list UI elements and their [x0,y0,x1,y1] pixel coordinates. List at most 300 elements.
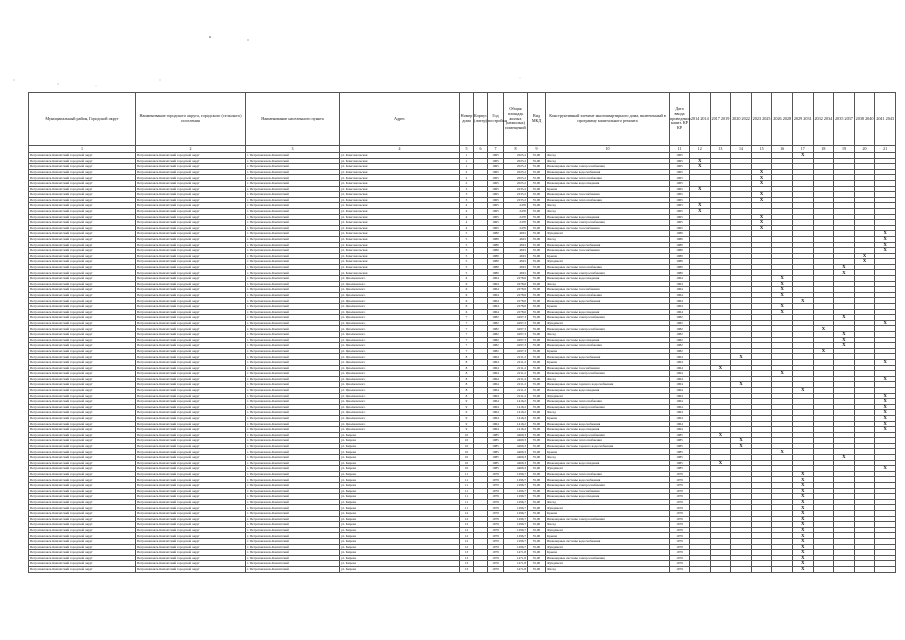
settlement-cell: г. Петропавловск-Камчатский [246,359,340,365]
address-cell: ул. Комсомольская [340,253,460,259]
settlement-cell: г. Петропавловск-Камчатский [246,315,340,321]
area-cell: 4297,3 [504,326,528,332]
year-built-cell: 1964 [488,421,504,427]
address-cell: ул. Кирова [340,538,460,544]
period-mark-cell [834,566,855,572]
year-built-cell: 1980 [488,259,504,265]
structural-element-cell: Инженерные системы электроснабжения [546,220,670,226]
area-cell: 2211,2 [504,359,528,365]
district-cell: Петропавловск-Камчатский городской округ [29,225,136,231]
settlement-cell: г. Петропавловск-Камчатский [246,538,340,544]
house-type-cell: 35,00 [528,365,546,371]
commission-date-cell: 1965 [670,220,690,226]
house-number-cell: 11 [460,477,474,483]
year-built-cell: 1964 [488,404,504,410]
settlement-cell: г. Петропавловск-Камчатский [246,483,340,489]
commission-date-cell: 1979 [670,555,690,561]
house-type-cell: 35,00 [528,483,546,489]
house-number-cell: 12 [460,538,474,544]
commission-date-cell: 1964 [670,309,690,315]
municipality-cell: Петропавловск-Камчатский городской округ [136,343,246,349]
address-cell: ул. Циолковского [340,393,460,399]
district-cell: Петропавловск-Камчатский городской округ [29,281,136,287]
district-cell: Петропавловск-Камчатский городской округ [29,292,136,298]
house-number-cell: 3 [460,192,474,198]
column-number: 6 [474,146,488,153]
commission-date-cell: 1964 [670,276,690,282]
period-mark-cell: X [792,488,813,494]
structural-element-cell: Крыша [546,253,670,259]
structural-element-cell: Инженерные системы теплоснабжения [546,175,670,181]
year-built-cell: 1964 [488,415,504,421]
house-type-cell: 35,00 [528,511,546,517]
scan-noise [0,0,905,90]
structural-element-cell: Инженерные системы электроснабжения [546,404,670,410]
district-cell: Петропавловск-Камчатский городской округ [29,320,136,326]
period-mark-cell [875,566,896,572]
area-cell: 2470 [504,214,528,220]
area-cell: 4691 [504,253,528,259]
settlement-cell: г. Петропавловск-Камчатский [246,527,340,533]
house-number-cell: 7 [460,320,474,326]
district-cell: Петропавловск-Камчатский городской округ [29,449,136,455]
house-number-cell: 6 [460,292,474,298]
municipality-cell: Петропавловск-Камчатский городской округ [136,309,246,315]
period-mark-cell: X [792,387,813,393]
settlement-cell: г. Петропавловск-Камчатский [246,180,340,186]
commission-date-cell: 1979 [670,505,690,511]
area-cell: 1296,7 [504,533,528,539]
house-number-cell: 7 [460,332,474,338]
settlement-cell: г. Петропавловск-Камчатский [246,460,340,466]
house-type-cell: 35,00 [528,566,546,572]
house-type-cell: 35,00 [528,371,546,377]
area-cell: 4469,3 [504,443,528,449]
year-built-cell: 1979 [488,488,504,494]
repair-program-sheet [28,92,895,573]
column-number: 15 [751,146,772,153]
commission-date-cell: 1965 [670,197,690,203]
year-built-cell: 1980 [488,231,504,237]
municipality-cell: Петропавловск-Камчатский городской округ [136,477,246,483]
settlement-cell: г. Петропавловск-Камчатский [246,220,340,226]
structural-element-cell: Крыша [546,415,670,421]
year-built-cell: 1979 [488,505,504,511]
structural-element-cell: Инженерные системы водоотведения [546,337,670,343]
house-number-cell: 8 [460,354,474,360]
area-cell: 2211,2 [504,382,528,388]
year-built-cell: 1965 [488,225,504,231]
area-cell: 1296,7 [504,511,528,517]
municipality-cell: Петропавловск-Камчатский городской округ [136,499,246,505]
period-mark-cell: X [834,337,855,343]
year-built-cell: 1979 [488,511,504,517]
district-cell: Петропавловск-Камчатский городской округ [29,264,136,270]
settlement-cell: г. Петропавловск-Камчатский [246,343,340,349]
district-cell: Петропавловск-Камчатский городской округ [29,220,136,226]
settlement-cell: г. Петропавловск-Камчатский [246,259,340,265]
house-type-cell: 35,00 [528,499,546,505]
period-mark-cell: X [875,393,896,399]
settlement-cell: г. Петропавловск-Камчатский [246,511,340,517]
municipality-cell: Петропавловск-Камчатский городской округ [136,494,246,500]
area-cell: 4469,3 [504,432,528,438]
area-cell: 4297,3 [504,348,528,354]
house-number-cell: 5 [460,248,474,254]
house-type-cell: 35,00 [528,527,546,533]
municipality-cell: Петропавловск-Камчатский городской округ [136,376,246,382]
column-number-row [29,146,896,153]
house-type-cell: 35,00 [528,292,546,298]
settlement-cell: г. Петропавловск-Камчатский [246,236,340,242]
house-number-cell: 5 [460,242,474,248]
period-mark-cell: X [792,494,813,500]
house-number-cell: 11 [460,471,474,477]
commission-date-cell: 1985 [670,460,690,466]
house-number-cell: 2 [460,180,474,186]
year-built-cell: 1985 [488,449,504,455]
municipality-cell: Петропавловск-Камчатский городской округ [136,320,246,326]
settlement-cell: г. Петропавловск-Камчатский [246,248,340,254]
house-type-cell: 35,00 [528,533,546,539]
house-type-cell: 35,00 [528,382,546,388]
year-built-cell: 1964 [488,365,504,371]
period-mark-cell: X [792,511,813,517]
district-cell: Петропавловск-Камчатский городской округ [29,348,136,354]
area-cell: 1296,7 [504,494,528,500]
house-number-cell: 1 [460,164,474,170]
column-number: 17 [792,146,813,153]
district-cell: Петропавловск-Камчатский городской округ [29,471,136,477]
house-type-cell: 35,00 [528,561,546,567]
house-type-cell: 35,00 [528,214,546,220]
municipality-cell: Петропавловск-Камчатский городской округ [136,225,246,231]
period-mark-cell: X [875,231,896,237]
address-cell: ул. Циолковского [340,415,460,421]
column-header: Дата ввода проведения капит. КР КР [670,93,690,146]
district-cell: Петропавловск-Камчатский городской округ [29,192,136,198]
district-cell: Петропавловск-Камчатский городской округ [29,242,136,248]
house-type-cell: 35,00 [528,427,546,433]
year-built-cell: 1964 [488,292,504,298]
house-type-cell: 35,00 [528,304,546,310]
address-cell: ул. Циолковского [340,287,460,293]
municipality-cell: Петропавловск-Камчатский городской округ [136,348,246,354]
year-built-cell: 1964 [488,376,504,382]
commission-date-cell: 1982 [670,315,690,321]
house-number-cell: 2 [460,175,474,181]
year-built-cell: 1980 [488,242,504,248]
district-cell: Петропавловск-Камчатский городской округ [29,505,136,511]
year-built-cell: 1964 [488,354,504,360]
commission-date-cell: 1979 [670,511,690,517]
district-cell: Петропавловск-Камчатский городской округ [29,566,136,572]
address-cell: ул. Комсомольская [340,158,460,164]
district-cell: Петропавловск-Камчатский городской округ [29,550,136,556]
period-mark-cell: X [875,359,896,365]
settlement-cell: г. Петропавловск-Камчатский [246,415,340,421]
column-number: 8 [504,146,528,153]
house-number-cell: 13 [460,550,474,556]
period-mark-cell: X [751,180,772,186]
commission-date-cell: 1982 [670,337,690,343]
house-type-cell: 35,00 [528,466,546,472]
district-cell: Петропавловск-Камчатский городской округ [29,259,136,265]
commission-date-cell: 1985 [670,455,690,461]
area-cell: 2025,2 [504,169,528,175]
house-type-cell: 35,00 [528,315,546,321]
year-built-cell: 1980 [488,270,504,276]
address-cell: ул. Кирова [340,455,460,461]
address-cell: ул. Комсомольская [340,164,460,170]
period-mark-cell: X [751,197,772,203]
commission-date-cell: 1980 [670,264,690,270]
period-mark-cell: X [772,292,793,298]
house-type-cell: 35,00 [528,248,546,254]
district-cell: Петропавловск-Камчатский городской округ [29,298,136,304]
year-built-cell: 1964 [488,309,504,315]
area-cell: 4691 [504,264,528,270]
house-type-cell: 35,00 [528,516,546,522]
year-built-cell: 1965 [488,169,504,175]
address-cell: ул. Кирова [340,483,460,489]
address-cell: ул. Циолковского [340,348,460,354]
address-cell: ул. Циолковского [340,371,460,377]
municipality-cell: Петропавловск-Камчатский городской округ [136,186,246,192]
area-cell: 1296,7 [504,488,528,494]
settlement-cell: г. Петропавловск-Камчатский [246,522,340,528]
structural-element-cell: Фасад [546,153,670,159]
area-cell: 2278,6 [504,304,528,310]
settlement-cell: г. Петропавловск-Камчатский [246,242,340,248]
structural-element-cell: Фасад [546,522,670,528]
settlement-cell: г. Петропавловск-Камчатский [246,471,340,477]
house-type-cell: 35,00 [528,455,546,461]
house-number-cell: 7 [460,343,474,349]
column-number: 14 [731,146,752,153]
column-header: 2038 2040 [854,93,875,146]
year-built-cell: 1979 [488,471,504,477]
address-cell: ул. Циолковского [340,320,460,326]
year-built-cell: 1964 [488,393,504,399]
settlement-cell: г. Петропавловск-Камчатский [246,281,340,287]
period-mark-cell: X [792,505,813,511]
house-type-cell: 35,00 [528,208,546,214]
house-number-cell: 8 [460,376,474,382]
settlement-cell: г. Петропавловск-Камчатский [246,264,340,270]
address-cell: ул. Циолковского [340,304,460,310]
structural-element-cell: Фундамент [546,544,670,550]
commission-date-cell: 1982 [670,320,690,326]
area-cell: 1416,2 [504,421,528,427]
municipality-cell: Петропавловск-Камчатский городской округ [136,516,246,522]
house-type-cell: 35,00 [528,186,546,192]
commission-date-cell: 1965 [670,175,690,181]
house-type-cell: 35,00 [528,538,546,544]
commission-date-cell: 1979 [670,471,690,477]
house-type-cell: 35,00 [528,522,546,528]
house-type-cell: 35,00 [528,197,546,203]
period-mark-cell: X [854,259,875,265]
year-built-cell: 1964 [488,276,504,282]
structural-element-cell: Инженерные системы газоснабжения [546,225,670,231]
period-mark-cell: X [834,315,855,321]
area-cell: 1471,8 [504,555,528,561]
structural-element-cell: Фундамент [546,231,670,237]
address-cell: ул. Кирова [340,522,460,528]
structural-element-cell: Инженерные системы теплоснабжения [546,197,670,203]
area-cell: 2278,6 [504,287,528,293]
area-cell: 4691 [504,259,528,265]
house-number-cell: 10 [460,460,474,466]
address-cell: ул. Комсомольская [340,259,460,265]
area-cell: 1416,2 [504,427,528,433]
commission-date-cell: 1964 [670,415,690,421]
house-number-cell: 3 [460,197,474,203]
municipality-cell: Петропавловск-Камчатский городской округ [136,505,246,511]
address-cell: ул. Циолковского [340,427,460,433]
house-type-cell: 35,00 [528,376,546,382]
settlement-cell: г. Петропавловск-Камчатский [246,253,340,259]
municipality-cell: Петропавловск-Камчатский городской округ [136,404,246,410]
house-type-cell: 35,00 [528,309,546,315]
address-cell: ул. Циолковского [340,382,460,388]
house-type-cell: 35,00 [528,264,546,270]
structural-element-cell: Инженерные системы электроснабжения [546,516,670,522]
district-cell: Петропавловск-Камчатский городской округ [29,522,136,528]
commission-date-cell: 1965 [670,186,690,192]
address-cell: ул. Комсомольская [340,236,460,242]
district-cell: Петропавловск-Камчатский городской округ [29,197,136,203]
structural-element-cell: Фундамент [546,466,670,472]
house-number-cell: 11 [460,499,474,505]
municipality-cell: Петропавловск-Камчатский городской округ [136,371,246,377]
period-mark-cell: X [875,320,896,326]
house-number-cell: 6 [460,281,474,287]
settlement-cell: г. Петропавловск-Камчатский [246,410,340,416]
area-cell: 2211,2 [504,365,528,371]
structural-element-cell: Инженерные системы водоотведения [546,387,670,393]
settlement-cell: г. Петропавловск-Камчатский [246,332,340,338]
commission-date-cell: 1985 [670,443,690,449]
period-mark-cell: X [792,516,813,522]
commission-date-cell: 1965 [670,225,690,231]
address-cell: ул. Кирова [340,477,460,483]
district-cell: Петропавловск-Камчатский городской округ [29,332,136,338]
settlement-cell: г. Петропавловск-Камчатский [246,348,340,354]
address-cell: ул. Циолковского [340,376,460,382]
area-cell: 4297,3 [504,320,528,326]
house-type-cell: 35,00 [528,399,546,405]
address-cell: ул. Кирова [340,550,460,556]
house-type-cell: 35,00 [528,276,546,282]
structural-element-cell: Фасад [546,332,670,338]
house-type-cell: 35,00 [528,270,546,276]
address-cell: ул. Комсомольская [340,203,460,209]
structural-element-cell: Инженерные системы теплоснабжения [546,399,670,405]
municipality-cell: Петропавловск-Камчатский городской округ [136,281,246,287]
area-cell: 1296,7 [504,477,528,483]
house-type-cell: 35,00 [528,287,546,293]
area-cell: 4469,3 [504,455,528,461]
period-mark-cell: X [875,376,896,382]
municipality-cell: Петропавловск-Камчатский городской округ [136,236,246,242]
year-built-cell: 1965 [488,197,504,203]
district-cell: Петропавловск-Камчатский городской округ [29,455,136,461]
area-cell: 4469,3 [504,449,528,455]
column-header: 2029 2031 [792,93,813,146]
settlement-cell: г. Петропавловск-Камчатский [246,404,340,410]
commission-date-cell: 1965 [670,169,690,175]
period-mark-cell: X [690,208,711,214]
commission-date-cell: 1964 [670,354,690,360]
district-cell: Петропавловск-Камчатский городской округ [29,488,136,494]
settlement-cell: г. Петропавловск-Камчатский [246,488,340,494]
structural-element-cell: Крыша [546,449,670,455]
area-cell: 2278,6 [504,309,528,315]
house-type-cell: 35,00 [528,348,546,354]
period-mark-cell: X [710,460,731,466]
year-built-cell: 1980 [488,264,504,270]
structural-element-cell: Инженерные системы электроснабжения [546,483,670,489]
period-mark-cell: X [792,561,813,567]
commission-date-cell: 1980 [670,248,690,254]
structural-element-cell: Инженерные системы теплоснабжения [546,264,670,270]
structural-element-cell: Фасад [546,410,670,416]
house-number-cell: 8 [460,371,474,377]
municipality-cell: Петропавловск-Камчатский городской округ [136,471,246,477]
year-built-cell: 1964 [488,287,504,293]
structural-element-cell: Фундамент [546,320,670,326]
district-cell: Петропавловск-Камчатский городской округ [29,544,136,550]
district-cell: Петропавловск-Камчатский городской округ [29,354,136,360]
house-number-cell: 8 [460,359,474,365]
commission-date-cell: 1982 [670,326,690,332]
structural-element-cell: Крыша [546,186,670,192]
period-mark-cell: X [792,471,813,477]
column-header: Номер дома [460,93,474,146]
municipality-cell: Петропавловск-Камчатский городской округ [136,427,246,433]
year-built-cell: 1985 [488,466,504,472]
year-built-cell: 1982 [488,315,504,321]
district-cell: Петропавловск-Камчатский городской округ [29,315,136,321]
year-built-cell: 1979 [488,516,504,522]
house-type-cell: 35,00 [528,320,546,326]
area-cell: 1296,7 [504,505,528,511]
house-type-cell: 35,00 [528,242,546,248]
settlement-cell: г. Петропавловск-Камчатский [246,376,340,382]
area-cell: 4297,3 [504,332,528,338]
period-mark-cell: X [731,438,752,444]
address-cell: ул. Комсомольская [340,208,460,214]
commission-date-cell: 1980 [670,231,690,237]
area-cell: 1416,2 [504,399,528,405]
district-cell: Петропавловск-Камчатский городской округ [29,365,136,371]
municipality-cell: Петропавловск-Камчатский городской округ [136,438,246,444]
house-number-cell: 4 [460,203,474,209]
address-cell: ул. Комсомольская [340,225,460,231]
structural-element-cell: Инженерные системы электроснабжения [546,371,670,377]
house-type-cell: 35,00 [528,253,546,259]
municipality-cell: Петропавловск-Камчатский городской округ [136,298,246,304]
year-built-cell: 1964 [488,399,504,405]
municipality-cell: Петропавловск-Камчатский городской округ [136,432,246,438]
district-cell: Петропавловск-Камчатский городской округ [29,399,136,405]
settlement-cell: г. Петропавловск-Камчатский [246,320,340,326]
period-mark-cell: X [751,225,772,231]
column-number: 13 [710,146,731,153]
district-cell: Петропавловск-Камчатский городской округ [29,427,136,433]
